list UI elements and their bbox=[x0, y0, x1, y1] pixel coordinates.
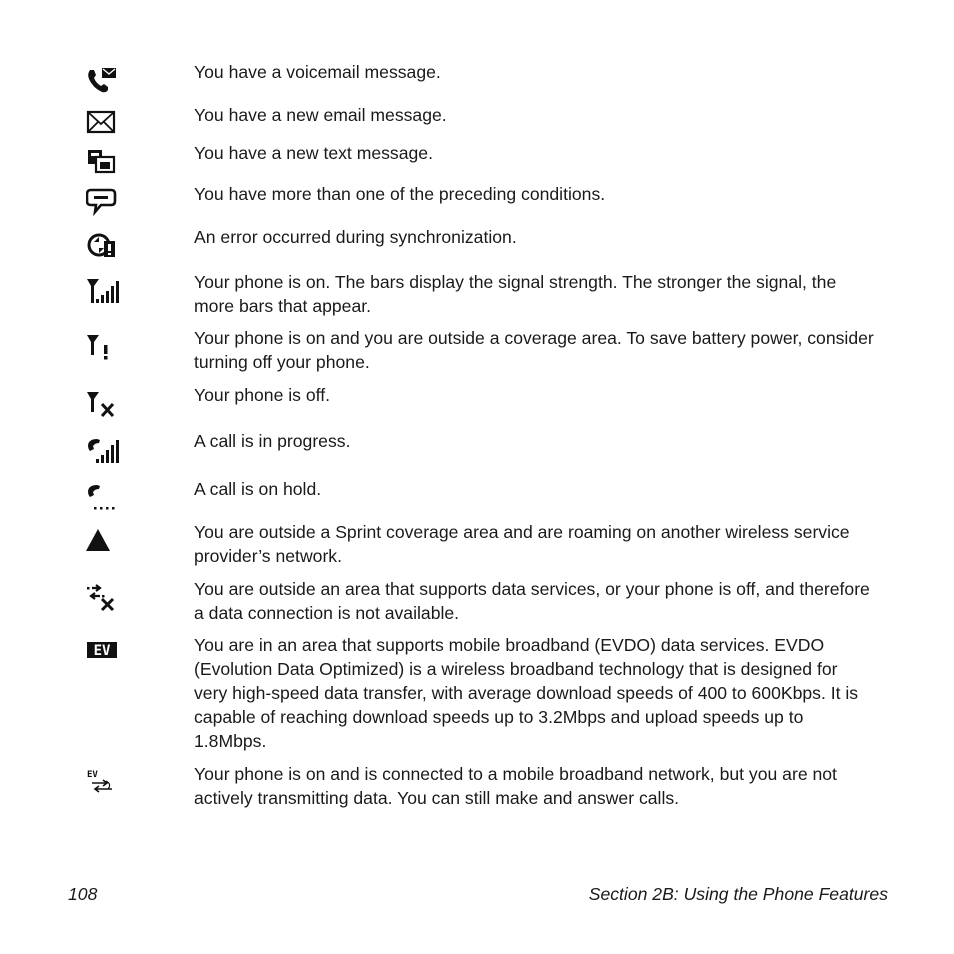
description: Your phone is on and you are outside a coverage area. To save battery power, consider turning off your phone. bbox=[194, 328, 874, 372]
roaming-icon bbox=[86, 527, 120, 557]
text-message-icon bbox=[86, 148, 120, 178]
description: You have a voicemail message. bbox=[194, 62, 441, 82]
svg-text:EV: EV bbox=[87, 770, 98, 780]
page-number: 108 bbox=[68, 884, 98, 904]
no-coverage-icon bbox=[86, 333, 120, 363]
description: You are in an area that supports mobile broadband (EVDO) data services. EVDO (Evolution Data Optimized) is a wireless broadband technology that is designed for very high-speed data transfer, with average download speeds of 400 to 600Kbps. It is capable of reaching download speeds up to 3.2Mbps and upload speeds up to 1.8Mbps. bbox=[194, 635, 859, 751]
call-on-hold-icon bbox=[86, 483, 120, 513]
svg-text:EV: EV bbox=[93, 643, 111, 659]
email-icon bbox=[86, 109, 120, 139]
section-title: Section 2B: Using the Phone Features bbox=[588, 884, 888, 904]
description: Your phone is on. The bars display the signal strength. The stronger the signal, the more bars that appear. bbox=[194, 272, 837, 316]
description: A call is on hold. bbox=[194, 479, 322, 499]
description: You are outside a Sprint coverage area and are roaming on another wireless service provider’s network. bbox=[194, 522, 850, 566]
phone-off-icon bbox=[86, 390, 120, 420]
description: You have a new email message. bbox=[194, 105, 447, 125]
evdo-connected-idle-icon bbox=[86, 768, 120, 798]
description: You have more than one of the preceding conditions. bbox=[194, 184, 606, 204]
data-unavailable-icon bbox=[86, 584, 120, 614]
signal-strength-icon bbox=[86, 277, 120, 307]
description: You are outside an area that supports data services, or your phone is off, and therefore a data connection is not available. bbox=[194, 579, 870, 623]
evdo-icon bbox=[86, 640, 120, 670]
multiple-notifications-icon bbox=[86, 187, 120, 217]
voicemail-icon bbox=[86, 66, 120, 96]
description: You have a new text message. bbox=[194, 143, 433, 163]
sync-error-icon bbox=[86, 231, 120, 261]
description: A call is in progress. bbox=[194, 431, 351, 451]
description: Your phone is on and is connected to a mobile broadband network, but you are not actively transmitting data. You can still make and answer calls. bbox=[194, 764, 837, 808]
call-in-progress-icon bbox=[86, 437, 120, 467]
description: Your phone is off. bbox=[194, 385, 330, 405]
description: An error occurred during synchronization. bbox=[194, 227, 517, 247]
